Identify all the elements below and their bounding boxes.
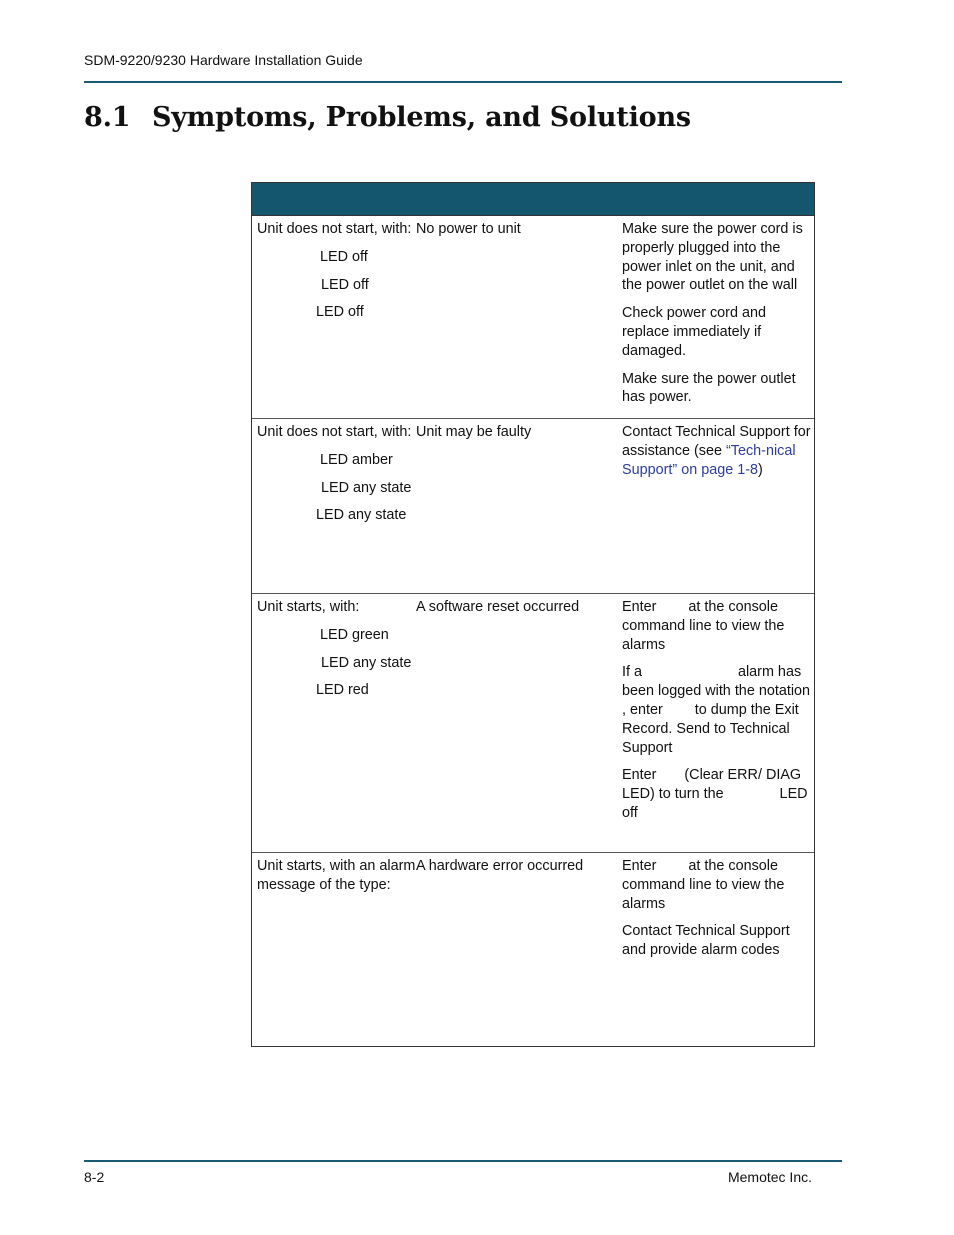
solution-text: Enter at the console command line to view the alarms <box>622 858 789 912</box>
led-status: LED green <box>320 626 389 643</box>
solution-text: Make sure the power cord is properly plugged into the power inlet on the unit, and the power outlet on the wall <box>622 221 803 294</box>
symptom-text: Unit does not start, with: <box>257 424 412 440</box>
problem-text: No power to unit <box>416 221 521 237</box>
symptom-cell <box>252 853 416 1046</box>
led-status: LED any state <box>316 507 407 524</box>
solution-cell <box>622 216 814 418</box>
problem-text: A software reset occurred <box>416 599 580 615</box>
problem-cell <box>416 419 622 593</box>
symptom-text: Unit starts, with: <box>257 599 360 615</box>
led-status: LED off <box>320 248 368 265</box>
symptom-cell <box>252 594 416 852</box>
led-status: LED any state <box>321 654 412 671</box>
section-heading <box>84 102 691 133</box>
table-row <box>252 853 814 1046</box>
section-title: Symptoms, Problems, and Solutions <box>152 102 691 133</box>
solution-prefix: Contact Technical Support for assistance (see <box>622 424 811 459</box>
symptom-text: Unit does not start, with: <box>257 221 412 237</box>
table-row <box>252 216 814 419</box>
symptom-cell <box>252 419 416 593</box>
troubleshooting-table <box>251 182 914 1047</box>
solution-cell <box>622 853 814 1046</box>
problem-cell <box>416 594 622 852</box>
led-status: LED any state <box>321 479 412 496</box>
technical-support-link[interactable]: “Tech-nical Support” on page 1-8 <box>622 442 796 478</box>
page-number: 8-2 <box>84 1169 105 1185</box>
running-header: SDM-9220/9230 Hardware Installation Guide <box>84 52 363 68</box>
problem-cell <box>416 216 622 418</box>
problem-text: A hardware error occurred <box>416 858 584 874</box>
solution-text: Check power cord and replace immediately if damaged. <box>622 305 766 359</box>
solution-cell <box>622 594 914 852</box>
led-status: LED red <box>316 682 369 699</box>
solution-text: If a alarm has been logged with the notation , enter to dump the Exit Record. Send to Technical Support <box>622 664 914 756</box>
solution-text: Contact Technical Support and provide alarm codes <box>622 923 790 959</box>
led-status: LED off <box>321 276 369 293</box>
solution-cell <box>622 419 814 593</box>
symptom-text: Unit starts, with an alarm message of the type: <box>257 858 416 893</box>
led-status: LED amber <box>320 451 393 468</box>
problem-text: Unit may be faulty <box>416 424 532 440</box>
solution-text: Enter (Clear ERR/ DIAG LED) to turn the LED off <box>622 767 812 821</box>
company-name: Memotec Inc. <box>727 1169 812 1185</box>
table-row <box>252 594 914 853</box>
section-number: 8.1 <box>84 102 131 133</box>
symptom-cell <box>252 216 416 418</box>
led-status: LED off <box>316 304 364 321</box>
solution-text: Enter at the console command line to view the alarms <box>622 599 789 653</box>
solution-suffix: ) <box>758 461 763 478</box>
table-header-band <box>252 183 814 216</box>
problem-cell <box>416 853 622 1046</box>
header-rule <box>84 81 842 83</box>
footer-rule <box>84 1160 842 1162</box>
solution-text <box>622 423 812 479</box>
solution-text: Make sure the power outlet has power. <box>622 370 796 406</box>
table-row <box>252 419 814 594</box>
